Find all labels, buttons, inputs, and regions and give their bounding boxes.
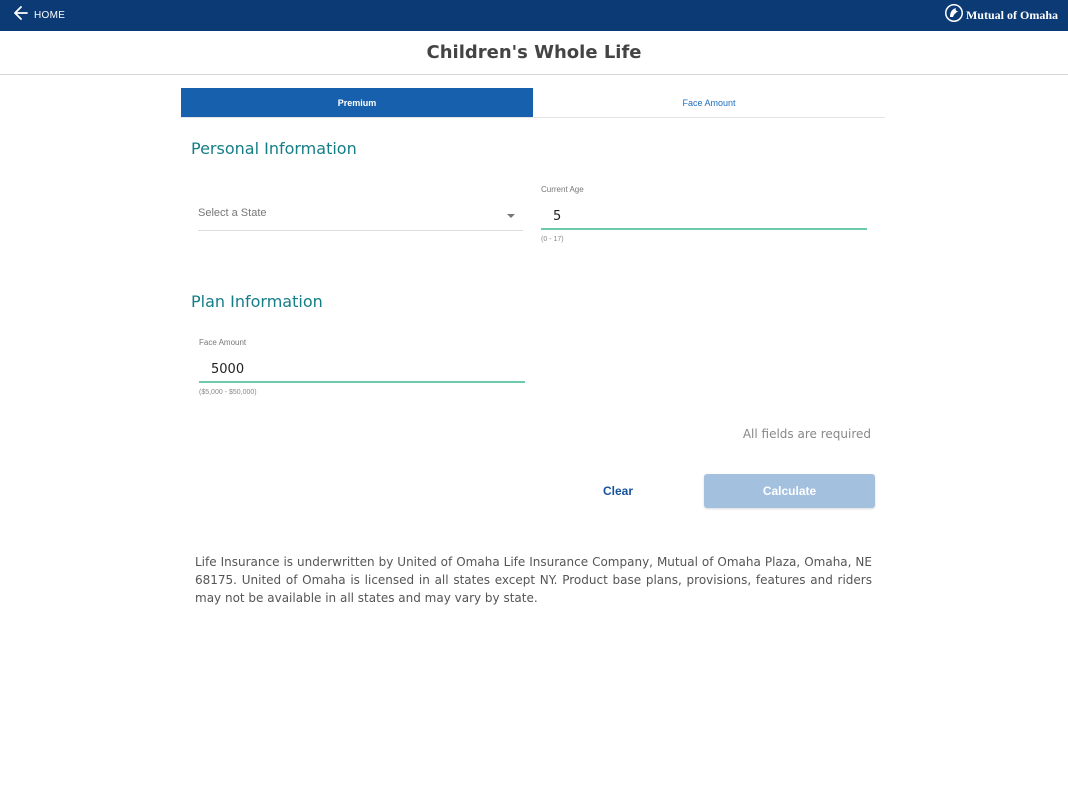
brand-logo [944, 4, 1058, 26]
caret-down-icon [507, 214, 515, 218]
tab-premium[interactable]: Premium [181, 88, 533, 117]
home-label: HOME [34, 10, 66, 21]
page-title: Children's Whole Life [426, 42, 642, 63]
omaha-logo-icon [944, 3, 964, 28]
disclaimer-text: Life Insurance is underwritten by United of Omaha Life Insurance Company, Mutual of Omaha Plaza, Omaha, NE 68175. United of Omaha is licensed in all states except NY. Product base plans, provisions, features and riders may not be available in all states and may vary by state. [195, 555, 872, 605]
personal-information-heading: Personal Information [191, 139, 357, 158]
tab-face-amount[interactable]: Face Amount [533, 88, 885, 117]
current-age-input[interactable] [541, 204, 867, 230]
plan-information-heading: Plan Information [191, 292, 323, 311]
state-select-placeholder: Select a State [198, 207, 267, 219]
home-button[interactable] [14, 0, 65, 31]
current-age-label: Current Age [541, 185, 584, 194]
calculator-tabs [181, 88, 885, 118]
face-amount-hint: ($5,000 - $50,000) [199, 389, 257, 396]
required-fields-note: All fields are required [742, 427, 871, 441]
face-amount-input[interactable] [199, 357, 525, 383]
title-bar [0, 31, 1068, 75]
top-bar [0, 0, 1068, 31]
arrow-left-icon [14, 6, 28, 25]
state-select[interactable] [198, 198, 523, 231]
face-amount-label: Face Amount [199, 338, 247, 347]
current-age-hint: (0 - 17) [541, 236, 564, 243]
clear-button[interactable]: Clear [590, 481, 646, 501]
calculate-button[interactable]: Calculate [704, 474, 875, 508]
logo-text: Mutual of Omaha [965, 7, 1058, 22]
